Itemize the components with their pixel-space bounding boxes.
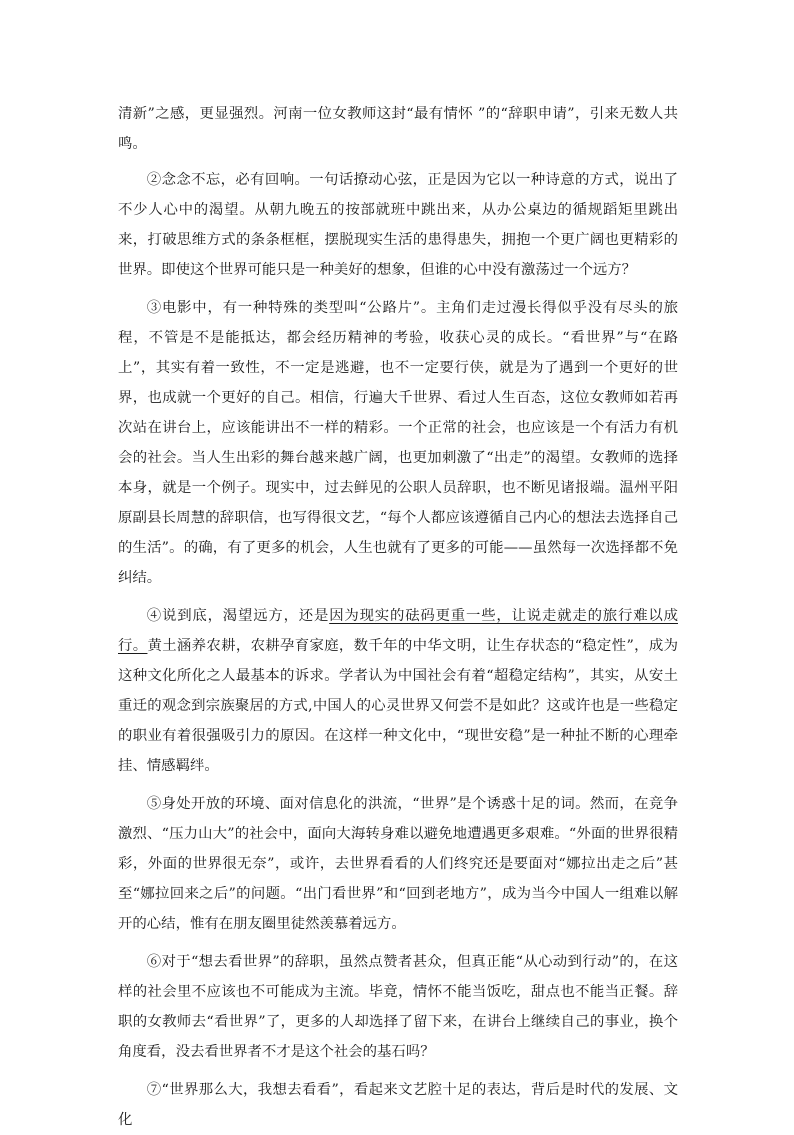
paragraph-4-prefix: ④说到底，渴望远方，还是 (146, 608, 330, 624)
paragraph-continued: 清新”之感，更显强烈。河南一位女教师这封“最有情怀 ”的“辞职申请”，引来无数人共鸣。 (118, 106, 678, 152)
document-page (118, 99, 678, 1135)
paragraph-5: ⑤身处开放的环境、面对信息化的洪流，“世界”是个诱惑十足的词。然而，在竞争激烈、“压力山大”的社会中，面向大海转身难以避免地遭遇更多艰难。“外面的世界很精彩，外面的世界很无奈”，或许，去世界看看的人们终究还是要面对“娜拉出走之后”甚至“娜拉回来之后”的问题。“出门看世界”和“回到老地方”，成为当今中国人一组难以解开的心结，惟有在朋友圈里徒然羡慕着远方。 (118, 796, 678, 932)
paragraph-2: ②念念不忘，必有回响。一句话撩动心弦，正是因为它以一种诗意的方式，说出了不少人心中的渴望。从朝九晚五的按部就班中跳出来，从办公桌边的循规蹈矩里跳出来，打破思维方式的条条框框，摆脱现实生活的患得患失，拥抱一个更广阔也更精彩的世界。即使这个世界可能只是一种美好的想象，但谁的心中没有激荡过一个远方？ (118, 172, 678, 278)
paragraph-4-suffix: 黄土涵养农耕，农耕孕育家庭，数千年的中华文明，让生存状态的“稳定性”，成为这种文化所化之人最基本的诉求。学者认为中国社会有着“超稳定结构”，其实，从安土重迁的观念到宗族聚居的方式,中国人的心灵世界又何尝不是如此？这或许也是一些稳定的职业有着很强吸引力的原因。在这样一种文化中，“现世安稳”是一种扯不断的心理牵挂、情感羁绊。 (118, 638, 678, 774)
paragraph-3: ③电影中，有一种特殊的类型叫“公路片”。主角们走过漫长得似乎没有尽头的旅程，不管是不是能抵达，都会经历精神的考验，收获心灵的成长。“看世界”与“在路上”，其实有着一致性，不一定是逃避，也不一定要行侠，就是为了遇到一个更好的世界，也成就一个更好的自己。相信，行遍大千世界、看过人生百态，这位女教师如若再次站在讲台上，应该能讲出不一样的精彩。一个正常的社会，也应该是一个有活力有机会的社会。当人生出彩的舞台越来越广阔，也更加刺激了“出走”的渴望。女教师的选择本身，就是一个例子。现实中，过去鲜见的公职人员辞职，也不断见诸报端。温州平阳原副县长周慧的辞职信，也写得很文艺，“每个人都应该遵循自己内心的想法去选择自己的生活”。的确，有了更多的机会，人生也就有了更多的可能——虽然每一次选择都不免纠结。 (118, 300, 678, 586)
underlined-sentence: 因为现实的砝码更重一些，让说走就走的旅行难以成行。 (118, 608, 678, 654)
paragraph-4 (118, 601, 678, 781)
paragraph-7: ⑦“世界那么大，我想去看看”，看起来文艺腔十足的表达，背后是时代的发展、文化 (118, 1082, 678, 1128)
paragraph-6: ⑥对于“想去看世界”的辞职，虽然点赞者甚众，但真正能“从心动到行动”的，在这样的社会里不应该也不可能成为主流。毕竟，情怀不能当饭吃，甜点也不能当正餐。辞职的女教师去“看世界”了，更多的人却选择了留下来，在讲台上继续自己的事业，换个角度看，没去看世界者不才是这个社会的基石吗？ (118, 954, 678, 1060)
